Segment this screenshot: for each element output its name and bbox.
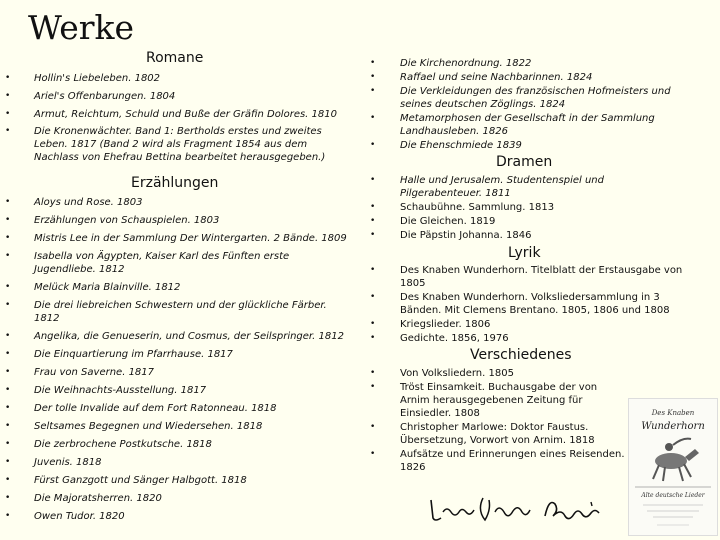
list-item: • Des Knaben Wunderhorn. Volksliedersammlung in 3 Bänden. Mit Clemens Brentano. 1805, 1806 und 1808 [400, 291, 685, 317]
list-item: • Metamorphosen der Gesellschaft in der Sammlung Landhausleben. 1826 [400, 112, 675, 138]
list-item: • Die Weihnachts-Ausstellung. 1817 [34, 384, 352, 397]
list-item: • Des Knaben Wunderhorn. Titelblatt der Erstausgabe von 1805 [400, 264, 685, 290]
list-item: • Armut, Reichtum, Schuld und Buße der Gräfin Dolores. 1810 [34, 108, 354, 121]
list-item: • Melück Maria Blainville. 1812 [34, 281, 352, 294]
list-item: • Juvenis. 1818 [34, 456, 352, 469]
list-item: • Tröst Einsamkeit. Buchausgabe der von Arnim herausgegebenen Zeitung für Einsiedler. 1808 [400, 381, 628, 420]
list-item: • Die drei liebreichen Schwestern und der glückliche Färber. 1812 [34, 299, 352, 325]
wunderhorn-title-page-image [628, 398, 718, 536]
list-item: • Die Kronenwächter. Band 1: Bertholds erstes und zweites Leben. 1817 (Band 2 wird als Fragment 1854 aus dem Nachlass von Ehefrau Bettina bearbeitet herausgegeben.) [34, 125, 354, 164]
list-item: • Die Ehenschmiede 1839 [400, 139, 675, 152]
list-item: • Seltsames Begegnen und Wiedersehen. 1818 [34, 420, 352, 433]
heading-erzaehlungen: Erzählungen [131, 175, 219, 191]
list-item: • Die Päpstin Johanna. 1846 [400, 229, 685, 242]
heading-verschiedenes: Verschiedenes [470, 347, 572, 363]
list-item: • Der tolle Invalide auf dem Fort Ratonneau. 1818 [34, 402, 352, 415]
list-item: • Von Volksliedern. 1805 [400, 367, 628, 380]
heading-lyrik: Lyrik [508, 245, 541, 261]
list-item: • Die Gleichen. 1819 [400, 215, 685, 228]
heading-romane: Romane [146, 50, 204, 66]
list-item: • Isabella von Ägypten, Kaiser Karl des Fünften erste Jugendliebe. 1812 [34, 250, 352, 276]
title-page-illustration [629, 399, 717, 535]
list-item: • Schaubühne. Sammlung. 1813 [400, 201, 685, 214]
list-item: • Die Kirchenordnung. 1822 [400, 57, 675, 70]
list-erzaehlungen [34, 196, 352, 523]
list-lyrik [400, 264, 685, 345]
list-item: • Raffael und seine Nachbarinnen. 1824 [400, 71, 675, 84]
list-item: • Owen Tudor. 1820 [34, 510, 352, 523]
list-item: • Mistris Lee in der Sammlung Der Wintergarten. 2 Bände. 1809 [34, 232, 352, 245]
list-item: • Angelika, die Genueserin, und Cosmus, der Seilspringer. 1812 [34, 330, 352, 343]
list-misc-top [400, 57, 675, 152]
list-item: • Hollin's Liebeleben. 1802 [34, 72, 354, 85]
list-item: • Die Majoratsherren. 1820 [34, 492, 352, 505]
svg-text:Des Knaben: Des Knaben [651, 409, 695, 417]
list-item: • Die Einquartierung im Pfarrhause. 1817 [34, 348, 352, 361]
list-dramen [400, 174, 685, 242]
list-item: • Die zerbrochene Postkutsche. 1818 [34, 438, 352, 451]
list-romane [34, 72, 354, 164]
list-item: • Kriegslieder. 1806 [400, 318, 685, 331]
list-item: • Aufsätze und Erinnerungen eines Reisenden. 1826 [400, 448, 628, 474]
list-verschiedenes [400, 367, 628, 474]
list-item: • Halle und Jerusalem. Studentenspiel und Pilgerabenteuer. 1811 [400, 174, 685, 200]
list-item: • Gedichte. 1856, 1976 [400, 332, 685, 345]
svg-text:Wunderhorn: Wunderhorn [641, 421, 705, 432]
signature-image [425, 492, 615, 526]
list-item: • Ariel's Offenbarungen. 1804 [34, 90, 354, 103]
svg-text:Alte deutsche Lieder: Alte deutsche Lieder [641, 492, 705, 499]
list-item: • Erzählungen von Schauspielen. 1803 [34, 214, 352, 227]
heading-dramen: Dramen [496, 154, 553, 170]
list-item: • Christopher Marlowe: Doktor Faustus. Übersetzung, Vorwort von Arnim. 1818 [400, 421, 628, 447]
list-item: • Frau von Saverne. 1817 [34, 366, 352, 379]
page-title: Werke [28, 8, 135, 47]
list-item: • Fürst Ganzgott und Sänger Halbgott. 1818 [34, 474, 352, 487]
list-item: • Aloys und Rose. 1803 [34, 196, 352, 209]
list-item: • Die Verkleidungen des französischen Hofmeisters und seines deutschen Zöglings. 1824 [400, 85, 675, 111]
